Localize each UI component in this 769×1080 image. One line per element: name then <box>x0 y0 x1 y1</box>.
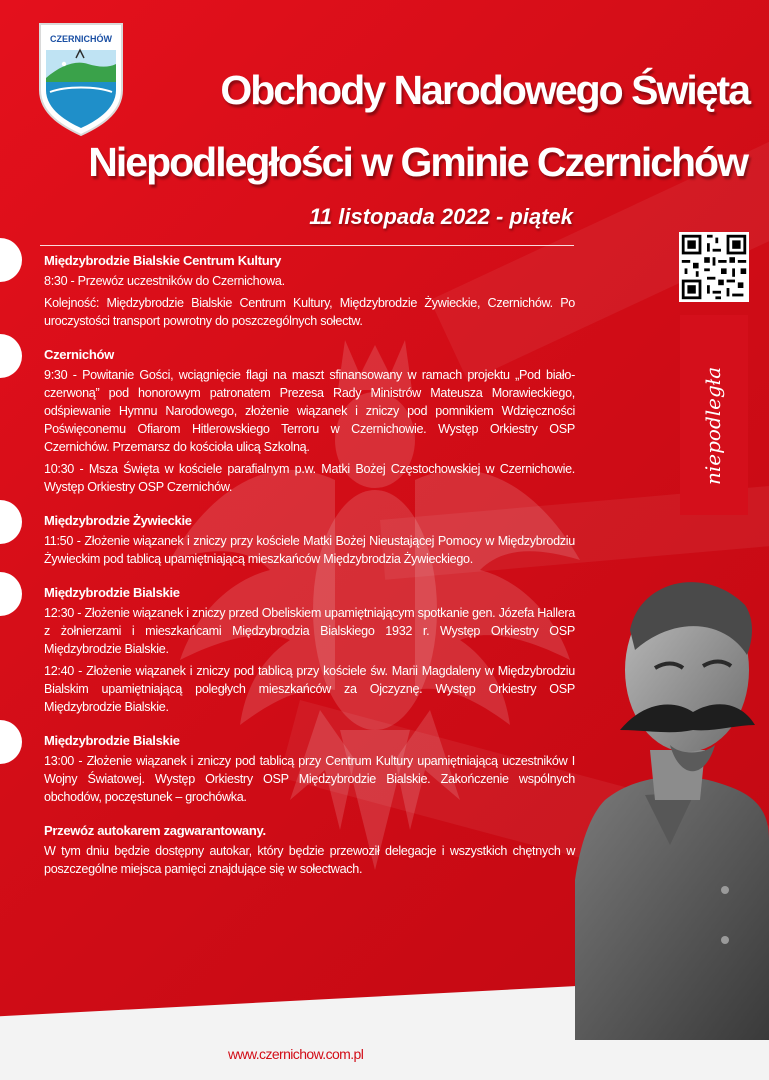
divider <box>40 245 574 246</box>
section-paragraph: 10:30 - Msza Święta w kościele parafialnym p.w. Matki Bożej Częstochowskiej w Czernichowie. Występ Orkiestry OSP Czernichów. <box>44 462 575 494</box>
ribbon-text: niepodległa <box>701 366 725 485</box>
schedule-section <box>44 252 575 330</box>
event-date: 11 listopada 2022 - piątek <box>309 204 573 229</box>
section-paragraph: 12:30 - Złożenie wiązanek i zniczy przed Obeliskiem upamiętniającym spotkanie gen. Józefa Hallera z żołnierzami i mieszkańcami Międzybrodzia Bialskiego 1932 r. Występ Orkiestry OSP Międzybrodzie Bialskie. <box>44 606 575 656</box>
section-heading: Międzybrodzie Bialskie <box>44 585 180 600</box>
section-paragraph: 13:00 - Złożenie wiązanek i zniczy pod tablicą przy Centrum Kultury upamiętniającą uczestników I Wojny Światowej. Występ Orkiestry OSP Międzybrodzie Bialskie. Zakończenie wspólnych obchodów, poczęstunek – grochówka. <box>44 754 575 804</box>
bullet-dot <box>0 238 22 282</box>
event-schedule <box>44 252 575 894</box>
czernichow-coat-of-arms-logo <box>36 20 126 138</box>
poster-title-line-2: Niepodległości w Gminie Czernichów <box>88 139 747 185</box>
schedule-section <box>44 732 575 806</box>
section-heading: Międzybrodzie Bialskie <box>44 733 180 748</box>
schedule-section <box>44 512 575 568</box>
section-paragraph: 11:50 - Złożenie wiązanek i zniczy przy kościele Matki Bożej Nieustającej Pomocy w Międzybrodziu Żywieckim pod tablicą upamiętniającą mieszkańców Międzybrodzia Żywieckiego. <box>44 534 575 566</box>
bullet-dot <box>0 720 22 764</box>
section-paragraph: 8:30 - Przewóz uczestników do Czernichowa. <box>44 274 285 288</box>
footer-band-base <box>0 1040 769 1080</box>
poster-title-line-1: Obchody Narodowego Święta <box>220 67 749 113</box>
section-heading: Międzybrodzie Bialskie Centrum Kultury <box>44 253 282 268</box>
section-heading: Przewóz autokarem zagwarantowany. <box>44 823 266 838</box>
schedule-section <box>44 584 575 716</box>
bullet-dot <box>0 572 22 616</box>
bullet-dot <box>0 500 22 544</box>
section-paragraph: W tym dniu będzie dostępny autokar, który będzie przewoził delegacje i wszystkich chętnych w poszczególne miejsca pamięci znajdujące się w sołectwach. <box>44 844 575 876</box>
website-link[interactable]: www.czernichow.com.pl <box>228 1046 364 1062</box>
schedule-section <box>44 822 575 878</box>
logo-text: CZERNICHÓW <box>50 34 112 44</box>
qr-code[interactable] <box>679 232 749 302</box>
portrait-photo-jozef-pilsudski <box>575 560 769 1040</box>
section-paragraph: 12:40 - Złożenie wiązanek i zniczy pod tablicą przy kościele św. Marii Magdaleny w Międzybrodziu Bialskim upamiętniającą poległych mieszkańców za Ojczyznę. Występ Orkiestry OSP Międzybrodzie Bialskie. <box>44 664 575 714</box>
section-paragraph: 9:30 - Powitanie Gości, wciągnięcie flagi na maszt sfinansowany w ramach projektu „Pod biało-czerwoną” pod honorowym patronatem Prezesa Rady Ministrów Mateusza Morawieckiego, odśpiewanie Hymnu Narodowego, złożenie wiązanek i zniczy pod pomnikiem Wdzięczności Poświęconemu Ofiarom Hitlerowskiego Terroru w Czernichowie. Występ Orkiestry OSP Czernichów. Przemarsz do kościoła ulicą Szkolną. <box>44 368 575 454</box>
section-heading: Międzybrodzie Żywieckie <box>44 513 192 528</box>
bullet-dot <box>0 334 22 378</box>
niepodlegla-ribbon <box>680 315 748 515</box>
section-paragraph: Kolejność: Międzybrodzie Bialskie Centrum Kultury, Międzybrodzie Żywieckie, Czernichów. Po uroczystości transport powrotny do poszczególnych sołectw. <box>44 296 575 328</box>
schedule-section <box>44 346 575 496</box>
section-heading: Czernichów <box>44 347 114 362</box>
